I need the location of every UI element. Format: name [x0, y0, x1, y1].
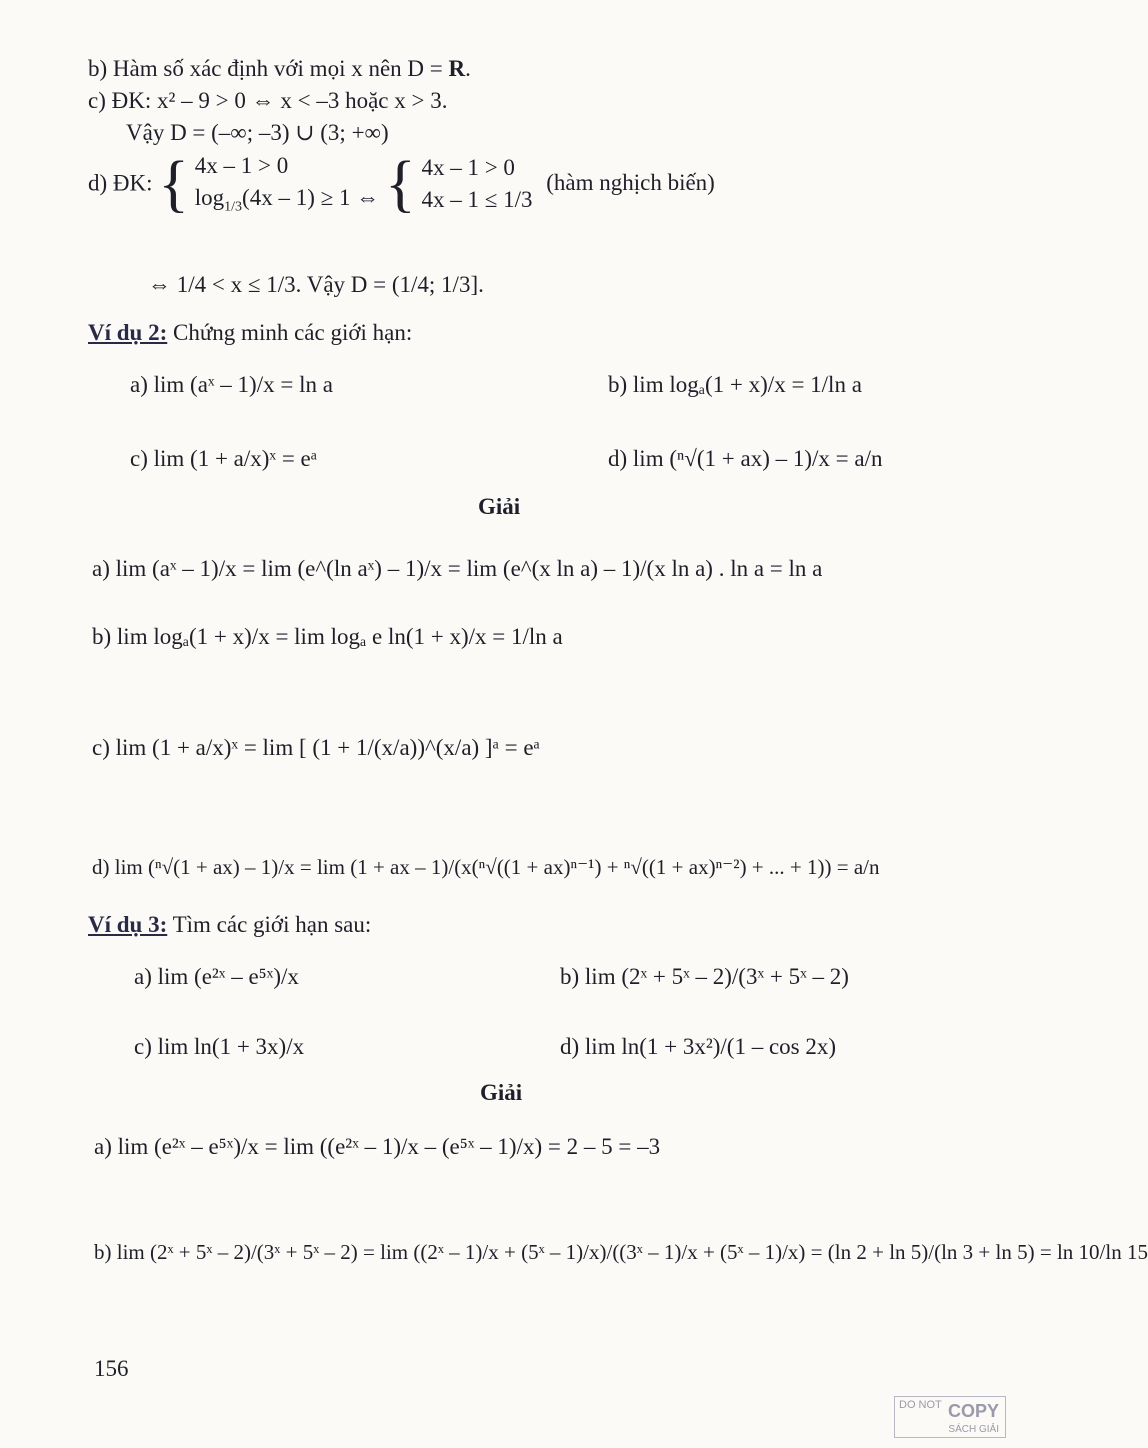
example-3-heading	[88, 912, 371, 938]
example-2-heading	[88, 320, 412, 346]
example-3-text: Tìm các giới hạn sau:	[167, 912, 372, 937]
page-number: 156	[94, 1356, 129, 1381]
item-b-text: b) Hàm số xác định với mọi x nên D =	[88, 56, 449, 81]
ex2-a: a) lim (aˣ – 1)/x = ln a	[130, 372, 333, 397]
item-d	[88, 147, 715, 219]
item-d-label: d) ĐK:	[88, 170, 153, 196]
ex3-c: c) lim ln(1 + 3x)/x	[134, 1034, 305, 1059]
log-text: log	[194, 185, 225, 211]
system-1-eq1: 4x – 1 > 0	[194, 153, 289, 178]
ex2-b: b) lim logₐ(1 + x)/x = 1/ln a	[608, 372, 862, 397]
ex2-sol-a: a) lim (aˣ – 1)/x = lim (e^(ln aˣ) – 1)/x = lim (e^(x ln a) – 1)/(x ln a) . ln a = ln a	[92, 556, 823, 581]
item-d-result: ⇔ 1/4 < x ≤ 1/3. Vậy D = (1/4; 1/3].	[148, 272, 484, 297]
item-b: b) Hàm số xác định với mọi x nên D = R.	[88, 56, 471, 81]
log-base: 1/3	[224, 199, 243, 215]
example-2-text: Chứng minh các giới hạn:	[167, 320, 413, 345]
example-3-title: Ví dụ 3:	[88, 912, 168, 937]
example-2-title: Ví dụ 2:	[88, 320, 168, 345]
ex2-c: c) lim (1 + a/x)ˣ = eᵃ	[130, 446, 318, 471]
ex3-a: a) lim (e²ˣ – e⁵ˣ)/x	[134, 964, 299, 989]
ex2-sol-d: d) lim (ⁿ√(1 + ax) – 1)/x = lim (1 + ax – 1)/(x(ⁿ√((1 + ax)ⁿ⁻¹) + ⁿ√((1 + ax)ⁿ⁻²) + ... + 1)) = a/n	[92, 855, 880, 879]
ex3-sol-b: b) lim (2ˣ + 5ˣ – 2)/(3ˣ + 5ˣ – 2) = lim ((2ˣ – 1)/x + (5ˣ – 1)/x)/((3ˣ – 1)/x + (5ˣ – 1)/x) = (ln 2 + ln 5)/(ln 3 + ln 5) = ln 10/ln 15	[94, 1240, 1148, 1264]
ex2-d: d) lim (ⁿ√(1 + ax) – 1)/x = a/n	[608, 446, 883, 471]
ex2-sol-c: c) lim (1 + a/x)ˣ = lim [ (1 + 1/(x/a))^(x/a) ]ᵃ = eᵃ	[92, 735, 540, 760]
left-brace-1: {	[158, 147, 189, 219]
ex3-d: d) lim ln(1 + 3x²)/(1 – cos 2x)	[560, 1034, 837, 1059]
system-1-eq2	[195, 182, 379, 217]
watermark-line3: SÁCH GIẢI	[948, 1424, 999, 1435]
item-c-line1: c) ĐK: x² – 9 > 0 ⇔ x < –3 hoặc x > 3.	[88, 88, 448, 113]
watermark-line2: COPY	[947, 1401, 999, 1421]
ex2-sol-b: b) lim logₐ(1 + x)/x = lim logₐ e ln(1 + x)/x = 1/ln a	[92, 624, 563, 649]
ex3-b: b) lim (2ˣ + 5ˣ – 2)/(3ˣ + 5ˣ – 2)	[560, 964, 849, 989]
item-c-line2: Vậy D = (–∞; –3) ∪ (3; +∞)	[126, 120, 389, 145]
left-brace-2: {	[384, 147, 416, 219]
system-1	[195, 150, 379, 217]
ex3-sol-a: a) lim (e²ˣ – e⁵ˣ)/x = lim ((e²ˣ – 1)/x – (e⁵ˣ – 1)/x) = 2 – 5 = –3	[94, 1134, 661, 1159]
system-2-eq1: 4x – 1 > 0	[421, 154, 515, 180]
item-b-bold: R	[448, 56, 466, 81]
ex2-solution-heading: Giải	[478, 494, 521, 519]
ex3-solution-heading: Giải	[480, 1080, 523, 1105]
log-rest: (4x – 1) ≥ 1 ⇔	[242, 185, 380, 211]
system-2-eq2: 4x – 1 ≤ 1/3	[421, 186, 533, 212]
watermark-line1: DO NOT	[899, 1399, 942, 1411]
system-2	[421, 152, 532, 216]
watermark-logo	[894, 1396, 1006, 1438]
note-decreasing: (hàm nghịch biến)	[546, 170, 715, 196]
